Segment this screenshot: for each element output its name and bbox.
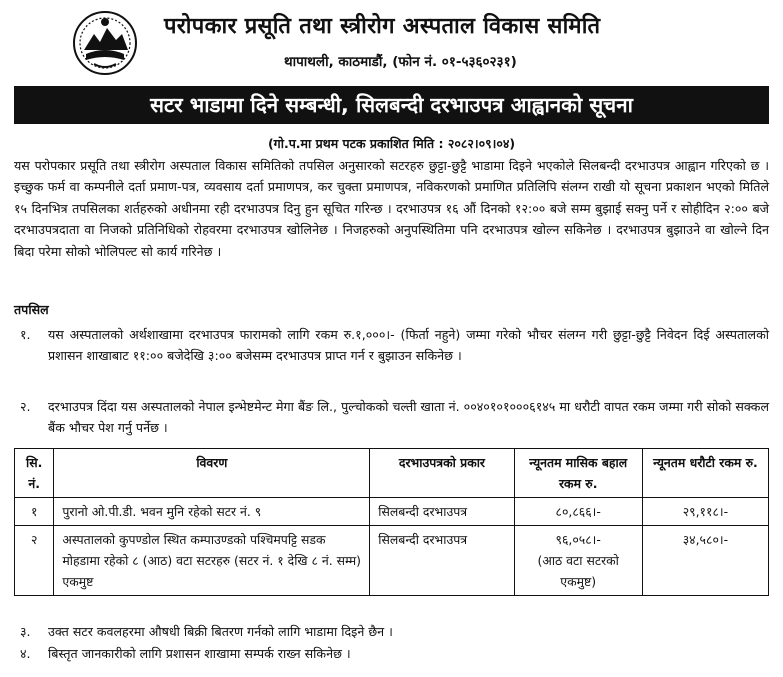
cell-bid-type: सिलबन्दी दरभाउपत्र bbox=[370, 498, 514, 526]
cell-min-rent: ८०,८६६।- bbox=[514, 498, 642, 526]
cell-min-rent bbox=[514, 526, 642, 596]
organization-address: थापाथली, काठमाडौं, (फोन नं. ०१-५३६०२३१) bbox=[284, 54, 517, 70]
col-header-sn: सि. नं. bbox=[15, 449, 54, 498]
cell-description: पुरानो ओ.पी.डी. भवन मुनि रहेको सटर नं. ९ bbox=[54, 498, 370, 526]
table-header-row bbox=[15, 449, 769, 498]
list-item-text: बिस्तृत जानकारीको लागि प्रशासन शाखामा सम्पर्क राख्न सकिनेछ । bbox=[48, 646, 351, 661]
list-item-text: दरभाउपत्र दिंदा यस अस्पतालको नेपाल इन्भेष्टमेन्ट मेगा बैंङ लि., पुल्चोकको चल्ती खाता नं. ००४०१०१०००६१४५ मा धरौटी वापत रकम जम्मा गरी सोको सक्कल बैंक भौचर पेश गर्नु पर्नेछ । bbox=[48, 399, 769, 436]
col-header-min-deposit: न्यूनतम धरौटी रकम रु. bbox=[642, 449, 768, 498]
cell-min-deposit: ३४,५८०।- bbox=[642, 526, 768, 596]
organization-name: परोपकार प्रसूति तथा स्त्रीरोग अस्पताल विकास समिति bbox=[164, 14, 601, 39]
table-row bbox=[15, 498, 769, 526]
list-item-number: ४. bbox=[20, 646, 31, 661]
list-item-text: यस अस्पतालको अर्थशाखामा दरभाउपत्र फारामको लागि रकम रु.१,०००।- (फिर्ता नहुने) जम्मा गरेको भौचर संलग्न गरी छुट्टा-छुट्टै निवेदन दिई अस्पतालको प्रशासन शाखाबाट ११:०० बजेदेखि ३:०० बजेसम्म दरभाउपत्र प्राप्त गर्न र बुझाउन सकिनेछ । bbox=[48, 327, 769, 364]
cell-sn: २ bbox=[15, 526, 54, 596]
published-date-note: (गो.प.मा प्रथम पटक प्रकाशित मिति : २०८२।०९।०४) bbox=[267, 136, 516, 151]
min-rent-value: ९६,०५८।- bbox=[555, 532, 601, 547]
list-item-number: २. bbox=[20, 399, 31, 414]
header bbox=[14, 0, 769, 84]
list-item bbox=[14, 396, 769, 439]
list-item bbox=[14, 643, 769, 664]
notice-title: सटर भाडामा दिने सम्बन्धी, सिलबन्दी दरभाउपत्र आह्वानको सूचना bbox=[150, 93, 633, 117]
list-item-text: उक्त सटर कवलहरमा औषधी बिक्री बितरण गर्नको लागि भाडामा दिइने छैन । bbox=[48, 624, 393, 639]
col-header-bid-type: दरभाउपत्रको प्रकार bbox=[370, 449, 514, 498]
notice-title-banner bbox=[14, 86, 769, 124]
list-item-number: ३. bbox=[20, 624, 31, 639]
list-item bbox=[14, 324, 769, 367]
cell-min-deposit: २९,११८।- bbox=[642, 498, 768, 526]
tapsil-heading: तपसिल bbox=[14, 302, 49, 317]
cell-description: अस्पतालको कुपण्डोल स्थित कम्पाउण्डको पश्चिमपट्टि सडक मोहडामा रहेको ८ (आठ) वटा सटरहरु (सटर नं. १ देखि ८ नं. सम्म) एकमुष्ट bbox=[54, 526, 370, 596]
table-row bbox=[15, 526, 769, 596]
list-item bbox=[14, 621, 769, 642]
cell-sn: १ bbox=[15, 498, 54, 526]
organization-logo-icon bbox=[72, 10, 138, 76]
intro-paragraph: यस परोपकार प्रसूति तथा स्त्रीरोग अस्पताल विकास समितिको तपसिल अनुसारको सटरहरु छुट्टा-छुट्टै भाडामा दिइने भएकोले सिलबन्दी दरभाउपत्र आह्वान गरिएको छ । इच्छुक फर्म वा कम्पनीले दर्ता प्रमाण-पत्र, व्यवसाय दर्ता प्रमाणपत्र, कर चुक्ता प्रमाणपत्र, नविकरणको प्रमाणित प्रतिलिपि संलग्न राखी यो सूचना प्रकाशन भएको मितिले १५ दिनभित्र तपसिलका शर्तहरुको अधीनमा रही दरभाउपत्र दिनु हुन सूचित गरिन्छ । दरभाउपत्र १६ औं दिनको १२:०० बजे सम्म बुझाई सक्नु पर्ने र सोहीदिन २:०० बजे दरभाउपत्रदाता वा निजको प्रतिनिधिको रोहवरमा दरभाउपत्र खोलिनेछ । निजहरुको अनुपस्थितिमा पनि दरभाउपत्र खोल्न सकिनेछ । दरभाउपत्र बुझाउने वा खोल्ने दिन बिदा परेमा सोको भोलिपल्ट सो कार्य गरिनेछ । bbox=[14, 158, 769, 259]
shutter-rent-table bbox=[14, 448, 769, 596]
cell-bid-type: सिलबन्दी दरभाउपत्र bbox=[370, 526, 514, 596]
min-rent-note: (आठ वटा सटरको एकमुष्ट) bbox=[537, 553, 619, 589]
list-item-number: १. bbox=[20, 327, 31, 342]
col-header-min-rent: न्यूनतम मासिक बहाल रकम रु. bbox=[514, 449, 642, 498]
col-header-description: विवरण bbox=[54, 449, 370, 498]
